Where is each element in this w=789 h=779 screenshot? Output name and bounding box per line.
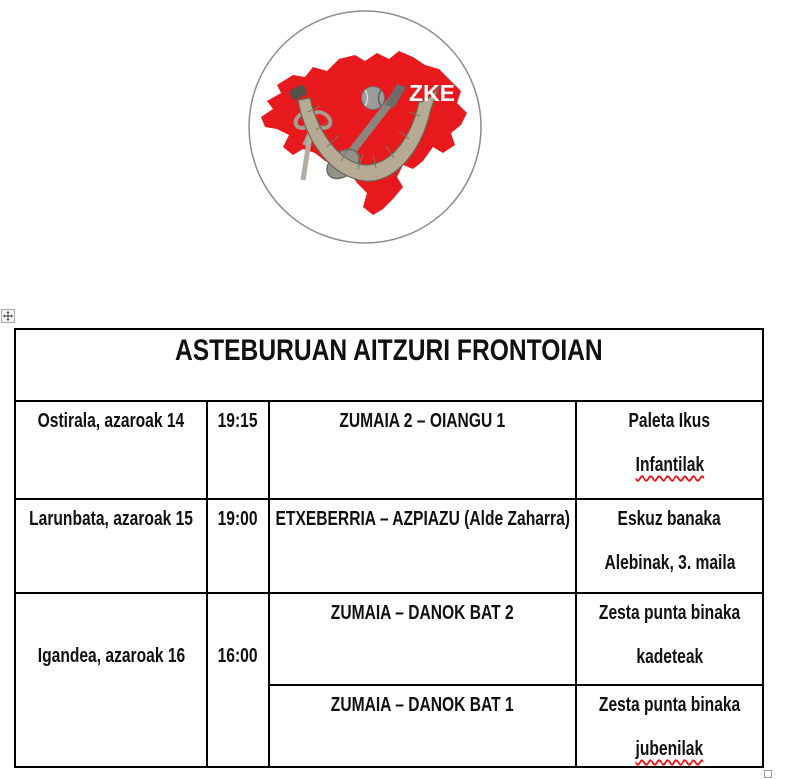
date-cell-row2[interactable] xyxy=(16,500,208,594)
category-text: Zesta punta binaka xyxy=(598,694,741,716)
category-text: Zesta punta binaka xyxy=(598,602,741,624)
match-cell-row3b[interactable] xyxy=(270,686,577,766)
level-text-misspelled: Infantilak xyxy=(635,454,704,476)
time-cell-row2[interactable] xyxy=(208,500,270,594)
club-logo-graphic xyxy=(246,8,484,246)
time-cell-row1[interactable] xyxy=(208,402,270,500)
date-text: Larunbata, azaroak 15 xyxy=(29,508,193,530)
category-text: Eskuz banaka xyxy=(617,508,722,530)
level-text: Alebinak, 3. maila xyxy=(604,552,735,574)
schedule-table xyxy=(14,328,764,768)
table-title: ASTEBURUAN AITZURI FRONTOIAN xyxy=(175,334,603,367)
time-text: 19:00 xyxy=(218,508,258,530)
match-cell-row1[interactable] xyxy=(270,402,577,500)
level-text: kadeteak xyxy=(636,646,703,668)
club-logo[interactable] xyxy=(246,8,484,246)
logo-initials: ZKE xyxy=(409,80,455,106)
category-text: Paleta Ikus xyxy=(628,410,711,432)
date-cell-row3[interactable] xyxy=(16,594,208,766)
match-text: ZUMAIA – DANOK BAT 1 xyxy=(331,694,514,716)
date-text: Ostirala, azaroak 14 xyxy=(37,410,185,432)
category-cell-row1[interactable] xyxy=(577,402,762,500)
table-move-handle[interactable] xyxy=(1,309,15,323)
category-cell-row3b[interactable] xyxy=(577,686,762,766)
match-text: ZUMAIA – DANOK BAT 2 xyxy=(331,602,514,624)
match-text: ZUMAIA 2 – OIANGU 1 xyxy=(339,410,506,432)
date-text: Igandea, azaroak 16 xyxy=(37,644,185,667)
date-cell-row1[interactable] xyxy=(16,402,208,500)
pelota-ball xyxy=(362,87,385,110)
table-resize-handle[interactable] xyxy=(764,770,772,778)
match-cell-row2[interactable] xyxy=(270,500,577,594)
match-cell-row3a[interactable] xyxy=(270,594,577,686)
time-text: 19:15 xyxy=(218,410,258,432)
level-text-misspelled: jubenilak xyxy=(635,738,704,760)
time-cell-row3[interactable] xyxy=(208,594,270,766)
time-text: 16:00 xyxy=(218,644,258,667)
category-cell-row2[interactable] xyxy=(577,500,762,594)
four-way-move-arrow-icon xyxy=(3,311,13,321)
category-cell-row3a[interactable] xyxy=(577,594,762,686)
match-text: ETXEBERRIA – AZPIAZU (Alde Zaharra) xyxy=(275,508,570,530)
table-title-cell[interactable] xyxy=(16,330,762,402)
